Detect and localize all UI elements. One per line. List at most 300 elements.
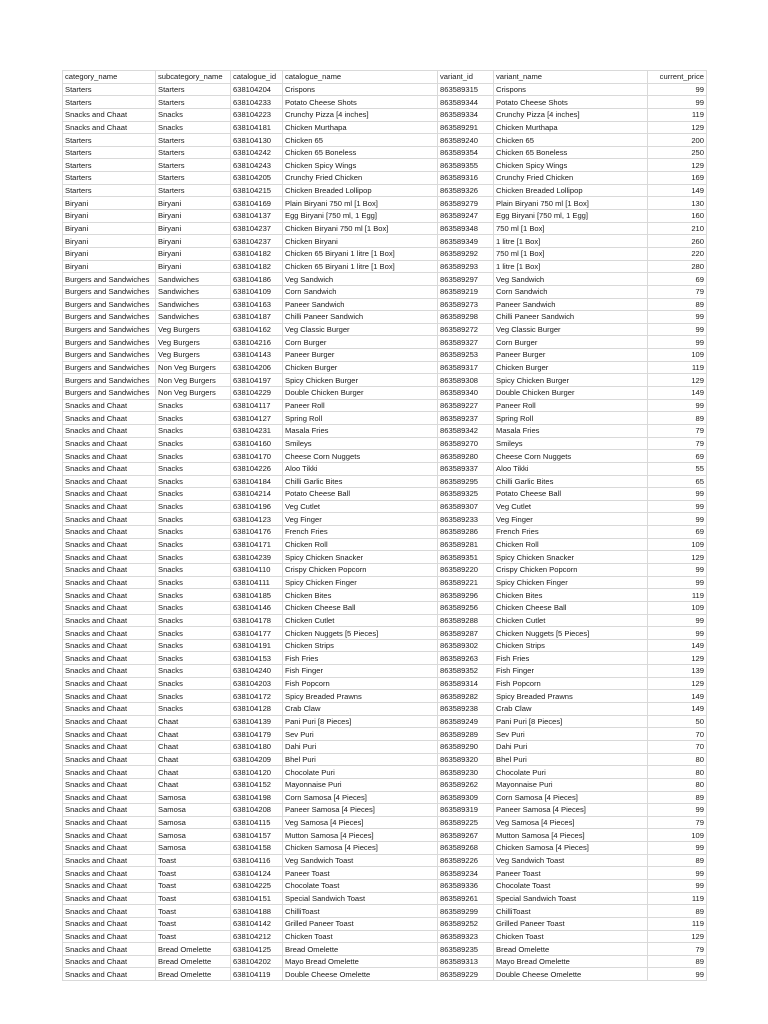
catalogue-id-cell[interactable]: 638104226: [231, 462, 283, 475]
subcategory-cell[interactable]: Snacks: [156, 627, 231, 640]
variant-id-cell[interactable]: 863589273: [438, 298, 494, 311]
variant-id-cell[interactable]: 863589302: [438, 639, 494, 652]
variant-name-cell[interactable]: Spicy Breaded Prawns: [494, 690, 648, 703]
catalogue-name-cell[interactable]: Corn Burger: [283, 336, 438, 349]
variant-name-cell[interactable]: Chicken Breaded Lollipop: [494, 184, 648, 197]
category-cell[interactable]: Snacks and Chaat: [63, 576, 156, 589]
subcategory-cell[interactable]: Samosa: [156, 804, 231, 817]
category-cell[interactable]: Burgers and Sandwiches: [63, 298, 156, 311]
variant-id-cell[interactable]: 863589315: [438, 83, 494, 96]
catalogue-name-cell[interactable]: Sev Puri: [283, 728, 438, 741]
variant-name-cell[interactable]: Paneer Sandwich: [494, 298, 648, 311]
price-cell[interactable]: 70: [648, 740, 707, 753]
variant-name-cell[interactable]: Chicken Cheese Ball: [494, 601, 648, 614]
subcategory-cell[interactable]: Samosa: [156, 842, 231, 855]
subcategory-cell[interactable]: Toast: [156, 905, 231, 918]
category-cell[interactable]: Biryani: [63, 210, 156, 223]
price-cell[interactable]: 129: [648, 121, 707, 134]
price-cell[interactable]: 89: [648, 298, 707, 311]
catalogue-name-cell[interactable]: Egg Biryani [750 ml, 1 Egg]: [283, 210, 438, 223]
price-cell[interactable]: 129: [648, 159, 707, 172]
catalogue-name-cell[interactable]: Fish Finger: [283, 665, 438, 678]
variant-name-cell[interactable]: Crunchy Fried Chicken: [494, 172, 648, 185]
subcategory-cell[interactable]: Chaat: [156, 753, 231, 766]
catalogue-name-cell[interactable]: Smileys: [283, 437, 438, 450]
catalogue-id-cell[interactable]: 638104176: [231, 526, 283, 539]
variant-name-cell[interactable]: Chicken Cutlet: [494, 614, 648, 627]
price-cell[interactable]: 99: [648, 83, 707, 96]
subcategory-cell[interactable]: Biryani: [156, 235, 231, 248]
subcategory-cell[interactable]: Biryani: [156, 247, 231, 260]
catalogue-name-cell[interactable]: Bhel Puri: [283, 753, 438, 766]
price-cell[interactable]: 99: [648, 576, 707, 589]
catalogue-name-cell[interactable]: Chicken Spicy Wings: [283, 159, 438, 172]
catalogue-id-cell[interactable]: 638104180: [231, 740, 283, 753]
subcategory-cell[interactable]: Samosa: [156, 816, 231, 829]
variant-name-cell[interactable]: Chilli Paneer Sandwich: [494, 311, 648, 324]
category-cell[interactable]: Snacks and Chaat: [63, 816, 156, 829]
price-cell[interactable]: 80: [648, 778, 707, 791]
variant-id-cell[interactable]: 863589319: [438, 804, 494, 817]
category-cell[interactable]: Snacks and Chaat: [63, 424, 156, 437]
variant-id-cell[interactable]: 863589288: [438, 614, 494, 627]
variant-id-cell[interactable]: 863589314: [438, 677, 494, 690]
category-cell[interactable]: Snacks and Chaat: [63, 943, 156, 956]
variant-id-cell[interactable]: 863589270: [438, 437, 494, 450]
variant-id-cell[interactable]: 863589320: [438, 753, 494, 766]
subcategory-cell[interactable]: Snacks: [156, 424, 231, 437]
variant-id-cell[interactable]: 863589235: [438, 943, 494, 956]
category-cell[interactable]: Snacks and Chaat: [63, 614, 156, 627]
category-cell[interactable]: Snacks and Chaat: [63, 842, 156, 855]
catalogue-name-cell[interactable]: Fish Popcorn: [283, 677, 438, 690]
subcategory-cell[interactable]: Snacks: [156, 538, 231, 551]
category-cell[interactable]: Snacks and Chaat: [63, 563, 156, 576]
catalogue-id-cell[interactable]: 638104187: [231, 311, 283, 324]
category-cell[interactable]: Snacks and Chaat: [63, 601, 156, 614]
catalogue-name-cell[interactable]: Spicy Breaded Prawns: [283, 690, 438, 703]
variant-name-cell[interactable]: Crispy Chicken Popcorn: [494, 563, 648, 576]
variant-name-cell[interactable]: Egg Biryani [750 ml, 1 Egg]: [494, 210, 648, 223]
catalogue-id-cell[interactable]: 638104204: [231, 83, 283, 96]
catalogue-name-cell[interactable]: Veg Sandwich Toast: [283, 854, 438, 867]
catalogue-name-cell[interactable]: Crunchy Pizza [4 inches]: [283, 108, 438, 121]
variant-id-cell[interactable]: 863589293: [438, 260, 494, 273]
catalogue-id-cell[interactable]: 638104239: [231, 551, 283, 564]
category-cell[interactable]: Snacks and Chaat: [63, 665, 156, 678]
variant-id-cell[interactable]: 863589219: [438, 285, 494, 298]
variant-id-cell[interactable]: 863589225: [438, 816, 494, 829]
variant-name-cell[interactable]: 1 litre [1 Box]: [494, 260, 648, 273]
category-cell[interactable]: Starters: [63, 83, 156, 96]
category-cell[interactable]: Snacks and Chaat: [63, 551, 156, 564]
price-cell[interactable]: 79: [648, 285, 707, 298]
variant-id-cell[interactable]: 863589267: [438, 829, 494, 842]
catalogue-name-cell[interactable]: Bread Omelette: [283, 943, 438, 956]
catalogue-id-cell[interactable]: 638104240: [231, 665, 283, 678]
variant-name-cell[interactable]: Paneer Toast: [494, 867, 648, 880]
price-cell[interactable]: 129: [648, 551, 707, 564]
catalogue-id-cell[interactable]: 638104243: [231, 159, 283, 172]
category-cell[interactable]: Burgers and Sandwiches: [63, 311, 156, 324]
catalogue-id-cell[interactable]: 638104130: [231, 134, 283, 147]
subcategory-cell[interactable]: Biryani: [156, 197, 231, 210]
catalogue-name-cell[interactable]: Mayonnaise Puri: [283, 778, 438, 791]
catalogue-name-cell[interactable]: Aloo Tikki: [283, 462, 438, 475]
price-cell[interactable]: 99: [648, 614, 707, 627]
variant-id-cell[interactable]: 863589323: [438, 930, 494, 943]
category-cell[interactable]: Starters: [63, 172, 156, 185]
variant-name-cell[interactable]: Chicken Bites: [494, 589, 648, 602]
variant-id-cell[interactable]: 863589272: [438, 323, 494, 336]
catalogue-name-cell[interactable]: Chicken 65 Biryani 1 litre [1 Box]: [283, 260, 438, 273]
price-cell[interactable]: 139: [648, 665, 707, 678]
price-cell[interactable]: 130: [648, 197, 707, 210]
variant-id-cell[interactable]: 863589279: [438, 197, 494, 210]
subcategory-cell[interactable]: Biryani: [156, 210, 231, 223]
category-cell[interactable]: Snacks and Chaat: [63, 108, 156, 121]
variant-id-cell[interactable]: 863589309: [438, 791, 494, 804]
variant-name-cell[interactable]: Mutton Samosa [4 Pieces]: [494, 829, 648, 842]
price-cell[interactable]: 99: [648, 867, 707, 880]
variant-name-cell[interactable]: Chicken Toast: [494, 930, 648, 943]
catalogue-id-cell[interactable]: 638104181: [231, 121, 283, 134]
catalogue-name-cell[interactable]: Chicken 65 Biryani 1 litre [1 Box]: [283, 247, 438, 260]
variant-name-cell[interactable]: Chicken Samosa [4 Pieces]: [494, 842, 648, 855]
subcategory-cell[interactable]: Snacks: [156, 462, 231, 475]
subcategory-cell[interactable]: Snacks: [156, 475, 231, 488]
catalogue-id-cell[interactable]: 638104172: [231, 690, 283, 703]
category-cell[interactable]: Snacks and Chaat: [63, 917, 156, 930]
variant-name-cell[interactable]: Chocolate Toast: [494, 880, 648, 893]
variant-name-cell[interactable]: Veg Cutlet: [494, 500, 648, 513]
price-cell[interactable]: 260: [648, 235, 707, 248]
catalogue-name-cell[interactable]: Chicken Toast: [283, 930, 438, 943]
subcategory-cell[interactable]: Snacks: [156, 614, 231, 627]
variant-name-cell[interactable]: Chicken 65 Boneless: [494, 146, 648, 159]
catalogue-id-cell[interactable]: 638104242: [231, 146, 283, 159]
subcategory-cell[interactable]: Chaat: [156, 766, 231, 779]
category-cell[interactable]: Snacks and Chaat: [63, 955, 156, 968]
catalogue-name-cell[interactable]: Chicken Burger: [283, 361, 438, 374]
variant-name-cell[interactable]: Chocolate Puri: [494, 766, 648, 779]
category-cell[interactable]: Snacks and Chaat: [63, 488, 156, 501]
price-cell[interactable]: 99: [648, 880, 707, 893]
catalogue-id-cell[interactable]: 638104196: [231, 500, 283, 513]
variant-id-cell[interactable]: 863589256: [438, 601, 494, 614]
catalogue-name-cell[interactable]: Chicken 65: [283, 134, 438, 147]
catalogue-id-cell[interactable]: 638104115: [231, 816, 283, 829]
category-cell[interactable]: Snacks and Chaat: [63, 791, 156, 804]
variant-name-cell[interactable]: Veg Sandwich: [494, 273, 648, 286]
catalogue-id-cell[interactable]: 638104223: [231, 108, 283, 121]
catalogue-name-cell[interactable]: Chilli Garlic Bites: [283, 475, 438, 488]
variant-name-cell[interactable]: Corn Sandwich: [494, 285, 648, 298]
variant-name-cell[interactable]: Crunchy Pizza [4 inches]: [494, 108, 648, 121]
catalogue-name-cell[interactable]: Chicken Biryani: [283, 235, 438, 248]
price-cell[interactable]: 119: [648, 892, 707, 905]
subcategory-cell[interactable]: Starters: [156, 159, 231, 172]
subcategory-cell[interactable]: Chaat: [156, 728, 231, 741]
price-cell[interactable]: 65: [648, 475, 707, 488]
catalogue-id-cell[interactable]: 638104191: [231, 639, 283, 652]
category-cell[interactable]: Snacks and Chaat: [63, 589, 156, 602]
price-cell[interactable]: 119: [648, 361, 707, 374]
variant-name-cell[interactable]: Fish Finger: [494, 665, 648, 678]
catalogue-name-cell[interactable]: Crunchy Fried Chicken: [283, 172, 438, 185]
variant-id-cell[interactable]: 863589230: [438, 766, 494, 779]
category-cell[interactable]: Snacks and Chaat: [63, 715, 156, 728]
price-cell[interactable]: 149: [648, 703, 707, 716]
catalogue-id-cell[interactable]: 638104171: [231, 538, 283, 551]
catalogue-id-cell[interactable]: 638104146: [231, 601, 283, 614]
variant-id-cell[interactable]: 863589291: [438, 121, 494, 134]
price-cell[interactable]: 200: [648, 134, 707, 147]
header-cell[interactable]: catalogue_id: [231, 71, 283, 84]
category-cell[interactable]: Snacks and Chaat: [63, 475, 156, 488]
price-cell[interactable]: 79: [648, 943, 707, 956]
variant-id-cell[interactable]: 863589337: [438, 462, 494, 475]
variant-name-cell[interactable]: Smileys: [494, 437, 648, 450]
price-cell[interactable]: 50: [648, 715, 707, 728]
catalogue-name-cell[interactable]: Masala Fries: [283, 424, 438, 437]
variant-name-cell[interactable]: Potato Cheese Shots: [494, 96, 648, 109]
variant-name-cell[interactable]: Spicy Chicken Burger: [494, 374, 648, 387]
subcategory-cell[interactable]: Snacks: [156, 563, 231, 576]
variant-id-cell[interactable]: 863589325: [438, 488, 494, 501]
category-cell[interactable]: Starters: [63, 159, 156, 172]
catalogue-name-cell[interactable]: Chocolate Puri: [283, 766, 438, 779]
catalogue-id-cell[interactable]: 638104229: [231, 387, 283, 400]
catalogue-id-cell[interactable]: 638104139: [231, 715, 283, 728]
variant-name-cell[interactable]: Spring Roll: [494, 412, 648, 425]
category-cell[interactable]: Snacks and Chaat: [63, 526, 156, 539]
subcategory-cell[interactable]: Snacks: [156, 121, 231, 134]
subcategory-cell[interactable]: Snacks: [156, 437, 231, 450]
category-cell[interactable]: Biryani: [63, 197, 156, 210]
category-cell[interactable]: Snacks and Chaat: [63, 513, 156, 526]
price-cell[interactable]: 129: [648, 677, 707, 690]
catalogue-name-cell[interactable]: Chicken Cutlet: [283, 614, 438, 627]
variant-name-cell[interactable]: Veg Finger: [494, 513, 648, 526]
variant-name-cell[interactable]: Veg Sandwich Toast: [494, 854, 648, 867]
catalogue-name-cell[interactable]: Spicy Chicken Finger: [283, 576, 438, 589]
category-cell[interactable]: Snacks and Chaat: [63, 437, 156, 450]
catalogue-name-cell[interactable]: Pani Puri [8 Pieces]: [283, 715, 438, 728]
catalogue-id-cell[interactable]: 638104188: [231, 905, 283, 918]
category-cell[interactable]: Snacks and Chaat: [63, 968, 156, 981]
category-cell[interactable]: Starters: [63, 146, 156, 159]
variant-id-cell[interactable]: 863589298: [438, 311, 494, 324]
catalogue-name-cell[interactable]: Chicken Samosa [4 Pieces]: [283, 842, 438, 855]
price-cell[interactable]: 89: [648, 854, 707, 867]
variant-name-cell[interactable]: Fish Fries: [494, 652, 648, 665]
category-cell[interactable]: Snacks and Chaat: [63, 829, 156, 842]
subcategory-cell[interactable]: Sandwiches: [156, 273, 231, 286]
category-cell[interactable]: Burgers and Sandwiches: [63, 349, 156, 362]
catalogue-id-cell[interactable]: 638104237: [231, 222, 283, 235]
subcategory-cell[interactable]: Bread Omelette: [156, 943, 231, 956]
variant-id-cell[interactable]: 863589327: [438, 336, 494, 349]
price-cell[interactable]: 99: [648, 323, 707, 336]
category-cell[interactable]: Biryani: [63, 222, 156, 235]
catalogue-name-cell[interactable]: Crispons: [283, 83, 438, 96]
variant-name-cell[interactable]: 750 ml [1 Box]: [494, 247, 648, 260]
variant-name-cell[interactable]: Corn Burger: [494, 336, 648, 349]
header-cell[interactable]: subcategory_name: [156, 71, 231, 84]
catalogue-id-cell[interactable]: 638104214: [231, 488, 283, 501]
variant-id-cell[interactable]: 863589351: [438, 551, 494, 564]
variant-name-cell[interactable]: Fish Popcorn: [494, 677, 648, 690]
price-cell[interactable]: 79: [648, 816, 707, 829]
catalogue-name-cell[interactable]: Grilled Paneer Toast: [283, 917, 438, 930]
variant-name-cell[interactable]: Veg Samosa [4 Pieces]: [494, 816, 648, 829]
category-cell[interactable]: Snacks and Chaat: [63, 121, 156, 134]
catalogue-id-cell[interactable]: 638104182: [231, 260, 283, 273]
variant-name-cell[interactable]: 1 litre [1 Box]: [494, 235, 648, 248]
price-cell[interactable]: 149: [648, 639, 707, 652]
catalogue-name-cell[interactable]: Potato Cheese Shots: [283, 96, 438, 109]
category-cell[interactable]: Starters: [63, 184, 156, 197]
variant-id-cell[interactable]: 863589286: [438, 526, 494, 539]
catalogue-name-cell[interactable]: Spring Roll: [283, 412, 438, 425]
subcategory-cell[interactable]: Starters: [156, 134, 231, 147]
catalogue-id-cell[interactable]: 638104163: [231, 298, 283, 311]
catalogue-id-cell[interactable]: 638104142: [231, 917, 283, 930]
variant-name-cell[interactable]: ChilliToast: [494, 905, 648, 918]
variant-name-cell[interactable]: Spicy Chicken Snacker: [494, 551, 648, 564]
variant-name-cell[interactable]: Bhel Puri: [494, 753, 648, 766]
price-cell[interactable]: 99: [648, 513, 707, 526]
variant-id-cell[interactable]: 863589342: [438, 424, 494, 437]
variant-id-cell[interactable]: 863589295: [438, 475, 494, 488]
subcategory-cell[interactable]: Snacks: [156, 576, 231, 589]
variant-id-cell[interactable]: 863589252: [438, 917, 494, 930]
subcategory-cell[interactable]: Veg Burgers: [156, 323, 231, 336]
variant-id-cell[interactable]: 863589352: [438, 665, 494, 678]
category-cell[interactable]: Snacks and Chaat: [63, 399, 156, 412]
subcategory-cell[interactable]: Snacks: [156, 551, 231, 564]
subcategory-cell[interactable]: Snacks: [156, 108, 231, 121]
subcategory-cell[interactable]: Chaat: [156, 740, 231, 753]
variant-id-cell[interactable]: 863589316: [438, 172, 494, 185]
catalogue-id-cell[interactable]: 638104208: [231, 804, 283, 817]
catalogue-id-cell[interactable]: 638104151: [231, 892, 283, 905]
subcategory-cell[interactable]: Snacks: [156, 652, 231, 665]
variant-id-cell[interactable]: 863589354: [438, 146, 494, 159]
price-cell[interactable]: 99: [648, 311, 707, 324]
variant-id-cell[interactable]: 863589313: [438, 955, 494, 968]
catalogue-name-cell[interactable]: Veg Cutlet: [283, 500, 438, 513]
catalogue-name-cell[interactable]: Cheese Corn Nuggets: [283, 450, 438, 463]
category-cell[interactable]: Snacks and Chaat: [63, 892, 156, 905]
catalogue-id-cell[interactable]: 638104119: [231, 968, 283, 981]
variant-name-cell[interactable]: Chilli Garlic Bites: [494, 475, 648, 488]
price-cell[interactable]: 80: [648, 766, 707, 779]
category-cell[interactable]: Snacks and Chaat: [63, 905, 156, 918]
subcategory-cell[interactable]: Veg Burgers: [156, 349, 231, 362]
subcategory-cell[interactable]: Chaat: [156, 715, 231, 728]
header-cell[interactable]: category_name: [63, 71, 156, 84]
catalogue-name-cell[interactable]: Corn Sandwich: [283, 285, 438, 298]
price-cell[interactable]: 99: [648, 804, 707, 817]
catalogue-id-cell[interactable]: 638104143: [231, 349, 283, 362]
variant-id-cell[interactable]: 863589263: [438, 652, 494, 665]
variant-id-cell[interactable]: 863589280: [438, 450, 494, 463]
category-cell[interactable]: Burgers and Sandwiches: [63, 336, 156, 349]
catalogue-name-cell[interactable]: Paneer Burger: [283, 349, 438, 362]
price-cell[interactable]: 119: [648, 108, 707, 121]
variant-name-cell[interactable]: Chicken Spicy Wings: [494, 159, 648, 172]
catalogue-name-cell[interactable]: Chicken Murthapa: [283, 121, 438, 134]
subcategory-cell[interactable]: Snacks: [156, 450, 231, 463]
variant-id-cell[interactable]: 863589297: [438, 273, 494, 286]
catalogue-name-cell[interactable]: French Fries: [283, 526, 438, 539]
subcategory-cell[interactable]: Toast: [156, 867, 231, 880]
catalogue-id-cell[interactable]: 638104209: [231, 753, 283, 766]
category-cell[interactable]: Burgers and Sandwiches: [63, 273, 156, 286]
category-cell[interactable]: Burgers and Sandwiches: [63, 387, 156, 400]
category-cell[interactable]: Snacks and Chaat: [63, 804, 156, 817]
variant-id-cell[interactable]: 863589317: [438, 361, 494, 374]
subcategory-cell[interactable]: Toast: [156, 880, 231, 893]
catalogue-id-cell[interactable]: 638104158: [231, 842, 283, 855]
variant-name-cell[interactable]: 750 ml [1 Box]: [494, 222, 648, 235]
variant-id-cell[interactable]: 863589292: [438, 247, 494, 260]
variant-name-cell[interactable]: Crispons: [494, 83, 648, 96]
subcategory-cell[interactable]: Snacks: [156, 399, 231, 412]
subcategory-cell[interactable]: Starters: [156, 172, 231, 185]
variant-id-cell[interactable]: 863589287: [438, 627, 494, 640]
catalogue-id-cell[interactable]: 638104198: [231, 791, 283, 804]
price-cell[interactable]: 99: [648, 968, 707, 981]
subcategory-cell[interactable]: Starters: [156, 184, 231, 197]
catalogue-name-cell[interactable]: Double Chicken Burger: [283, 387, 438, 400]
price-cell[interactable]: 99: [648, 500, 707, 513]
catalogue-name-cell[interactable]: Fish Fries: [283, 652, 438, 665]
catalogue-name-cell[interactable]: Veg Finger: [283, 513, 438, 526]
variant-name-cell[interactable]: Sev Puri: [494, 728, 648, 741]
price-cell[interactable]: 79: [648, 424, 707, 437]
price-cell[interactable]: 210: [648, 222, 707, 235]
variant-name-cell[interactable]: Grilled Paneer Toast: [494, 917, 648, 930]
variant-id-cell[interactable]: 863589237: [438, 412, 494, 425]
variant-id-cell[interactable]: 863589336: [438, 880, 494, 893]
subcategory-cell[interactable]: Snacks: [156, 639, 231, 652]
category-cell[interactable]: Snacks and Chaat: [63, 766, 156, 779]
catalogue-name-cell[interactable]: Mayo Bread Omelette: [283, 955, 438, 968]
variant-name-cell[interactable]: Veg Classic Burger: [494, 323, 648, 336]
catalogue-name-cell[interactable]: Veg Classic Burger: [283, 323, 438, 336]
price-cell[interactable]: 99: [648, 488, 707, 501]
subcategory-cell[interactable]: Biryani: [156, 222, 231, 235]
catalogue-name-cell[interactable]: Chicken Strips: [283, 639, 438, 652]
catalogue-id-cell[interactable]: 638104231: [231, 424, 283, 437]
price-cell[interactable]: 99: [648, 563, 707, 576]
catalogue-name-cell[interactable]: Paneer Roll: [283, 399, 438, 412]
catalogue-name-cell[interactable]: Chicken 65 Boneless: [283, 146, 438, 159]
catalogue-id-cell[interactable]: 638104216: [231, 336, 283, 349]
subcategory-cell[interactable]: Snacks: [156, 488, 231, 501]
category-cell[interactable]: Biryani: [63, 260, 156, 273]
subcategory-cell[interactable]: Toast: [156, 892, 231, 905]
subcategory-cell[interactable]: Sandwiches: [156, 285, 231, 298]
catalogue-name-cell[interactable]: ChilliToast: [283, 905, 438, 918]
variant-id-cell[interactable]: 863589340: [438, 387, 494, 400]
variant-id-cell[interactable]: 863589240: [438, 134, 494, 147]
catalogue-id-cell[interactable]: 638104160: [231, 437, 283, 450]
catalogue-name-cell[interactable]: Chicken Nuggets [5 Pieces]: [283, 627, 438, 640]
